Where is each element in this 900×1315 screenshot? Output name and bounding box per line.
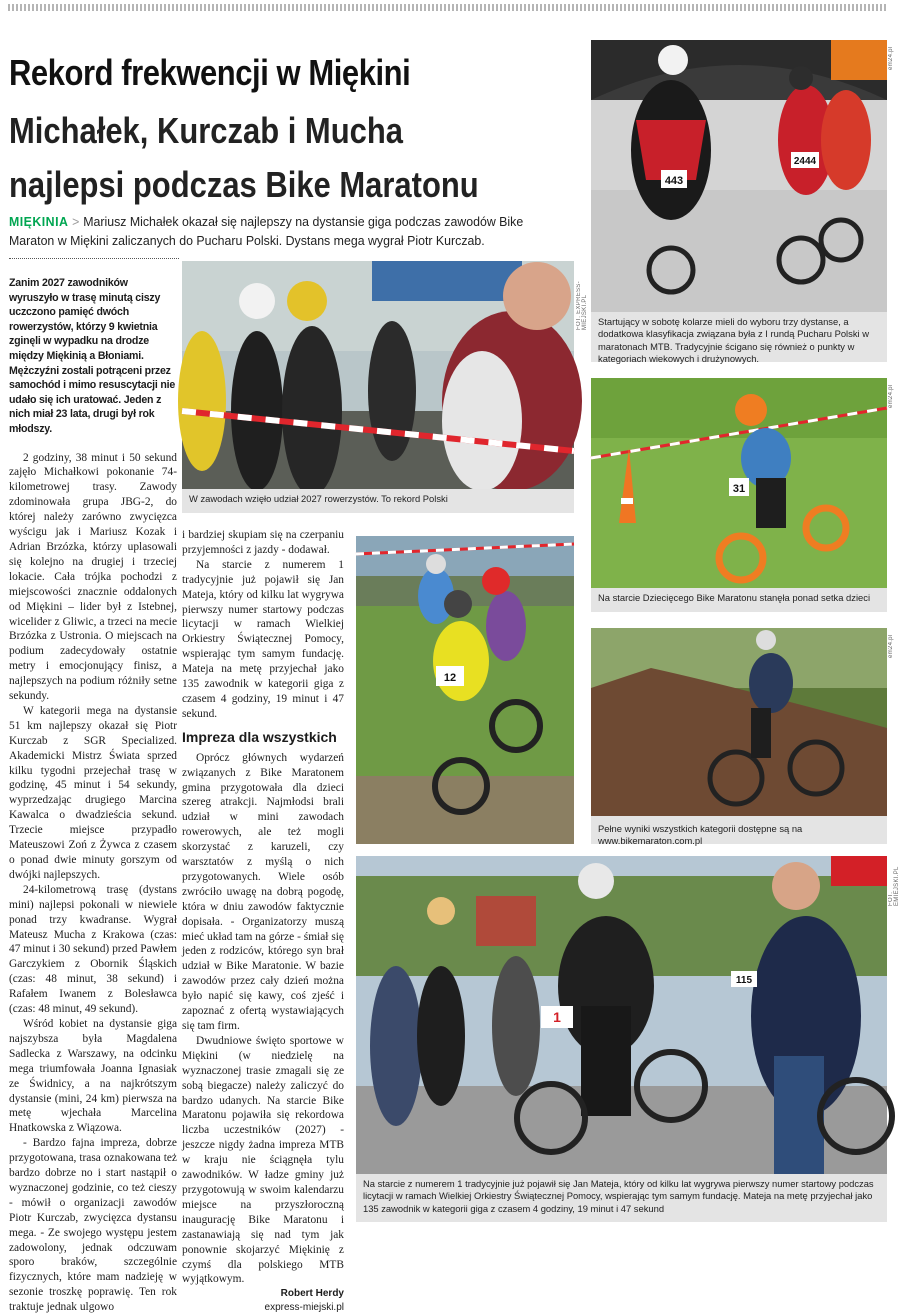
photo-caption: Startujący w sobotę kolarze mieli do wyboru trzy dystanse, a dodatkowa klasyfikacja związana była z I rundą Pucharu Polski w maratonach MTB. Tradycyjnie ścigano się również o punkty w kategoriach wiekowych i drużynowych. <box>591 312 887 362</box>
lead-text: Mariusz Michałek okazał się najlepszy na dystansie giga podczas zawodów Bike Maraton w Miękini zaliczanych do Pucharu Polski. Dystans mega wygrał Piotr Kurczab. <box>9 214 524 248</box>
body-paragraph: W kategorii mega na dystansie 51 km najlepszy okazał się Piotr Kurczab z SGR Specialized. Akademicki Mistrz Świata sprzed kilku tygodni przejechał trasę w godzinę, 45 minut i 54 sekundy, wyprzedzając drugiego Marcina Kawalca o dwadzieścia sekund. Trzecie miejsce przypadło Mateuszowi Zoń z Żywca z czasem o ponad dwie minuty gorszym od dwójki najlepszych. <box>9 704 177 881</box>
top-dotted-rule <box>8 4 888 11</box>
lead-divider <box>9 258 179 260</box>
body-paragraph: 2 godziny, 38 minut i 50 sekund zajęło Michałkowi pokonanie 74-kilometrowej trasy. Zawody zdominowała grupa JBG-2, do której należy zarówno zwycięzca wyścigu jak i Mariusz Kozak i Adrian Brzózka, którzy uplasowali się kolejno na drugiej i trzeciej lokacie. Cała trójka pochodzi z miejscowości znacznie oddalonych od Miękini – lider był z Istebnej, wicelider z Gliwic, a trzeci na mecie Brzózka z Ustronia. O miejscach na podium zadecydowały ostatnie metry i emocjonujący finisz, a najlepszych na podium różniły setne sekundy. <box>9 451 177 703</box>
bib-number: 31 <box>732 483 746 495</box>
photo-credit: em24.pl <box>888 634 894 658</box>
photo-kids-mtb <box>356 536 574 844</box>
photo-start-riders <box>591 40 887 312</box>
bib-number: 12 <box>443 672 457 684</box>
photo-kid-balance-bike <box>591 378 887 588</box>
body-paragraph: Na starcie z numerem 1 tradycyjnie już pojawił się Jan Mateja, który od kilku lat wygrywa pierwszy numer startowy podczas licytacji w ramach Wielkiej Orkiestry Świątecznej Pomocy, wspierając tym samym fundację. Mateja na metę przyjechał jako 135 zawodnik w kategorii giga z czasem 4 godziny, 19 minut i 47 sekund. <box>182 558 344 720</box>
photo-caption: Na starcie Dziecięcego Bike Maratonu stanęła ponad setka dzieci <box>591 588 887 612</box>
body-paragraph: 24-kilometrową trasę (dystans mini) najlepsi pokonali w niewiele ponad trzy kwadranse. Wygrał Mateusz Mucha z Krakowa (czas: 47 minut i 30 sekund) przed Pawłem Garczykiem z Obornik Śląskich (czas: 48 minut, 38 sekund) i Rafałem Iwanem z Bolesławca (czas: 48 minut, 49 sekund). <box>9 883 177 1016</box>
body-paragraph: Dwudniowe święto sportowe w Miękini (w niedzielę na wyznaczonej trasie zmagali się ze sobą biegacze) należy zaliczyć do bardzo udanych. Na starcie Bike Maratonu pojawiła się rekordowa liczba uczestników (2027) - jeszcze nigdy żadna impreza MTB w kraju nie ściągnęła tylu zawodników. W ładze gminy już przygotowują w swoim kalendarzu miejsce na przyszłoroczną inaugurację Bike Maratonu i zastanawiają się nad tym jak ponownie skojarzyć Miękinię z czymś dla polskiego MTB wyjątkowym. <box>182 1034 344 1286</box>
photo-caption: Pełne wyniki wszystkich kategorii dostępne są na www.bikemaraton.com.pl <box>591 816 887 844</box>
byline <box>182 1287 344 1315</box>
bib-number: 2444 <box>793 156 817 167</box>
source-name: express-miejski.pl <box>264 1302 344 1314</box>
author-name: Robert Herdy <box>280 1288 344 1300</box>
column-1 <box>9 276 177 1315</box>
photo-credit: FOT. EXPRESS-MIEJSKI.PL <box>576 281 588 330</box>
photo-boy-trail <box>591 628 887 816</box>
section-heading: Impreza dla wszystkich <box>182 728 337 745</box>
body-paragraph: - Bardzo fajna impreza, dobrze przygotowana, trasa oznakowana też bardzo dobrze no i start nastąpił o wyznaczonej godzinie, co też cieszy - mówił o organizacji zawodów Piotr Kurczab, zwycięzca dystansu mega. - Ze swojego występu jestem zadowolony, jednak odczuwam sporo braków, szczególnie fizycznych, które mam nadzieję w sezonie troszkę poprawię. Ten rok traktuje jednak ulgowo <box>9 1137 177 1314</box>
location-tag: MIĘKINIA <box>9 214 69 229</box>
bib-number: 115 <box>735 975 753 986</box>
body-paragraph: i bardziej skupiam się na czerpaniu przyjemności z jazdy - dodawał. <box>182 529 344 556</box>
bib-number: 443 <box>664 175 684 187</box>
photo-caption: Na starcie z numerem 1 tradycyjnie już pojawił się Jan Mateja, który od kilku lat wygrywa pierwszy numer startowy podczas licytacji w ramach Wielkiej Orkiestry Świątecznej Pomocy, wspierając tym samym fundację. Mateja na metę przyjechał jako 135 zawodnik w kategorii giga z czasem 4 godziny, 19 minut i 47 sekund <box>356 1174 887 1222</box>
photo-credit: em24.pl <box>888 384 894 408</box>
headline: Rekord frekwencji w Miękini <box>9 52 411 93</box>
photo-jan-mateja <box>356 856 887 1174</box>
chevron-right-icon: > <box>72 214 80 229</box>
lead-paragraph <box>9 212 541 250</box>
body-paragraph: Wśród kobiet na dystansie giga najszybsza była Magdalena Sadlecka z Warszawy, na odcinku mega triumfowała Joanna Ignasiak ze Świdnicy, a na najkrótszym dystansie (mini, 24 km) pierwsza na metę wjechała Marcelina Hnatkowska z Wiązowa. <box>9 1017 177 1135</box>
photo-caption: W zawodach wzięło udział 2027 rowerzystów. To rekord Polski <box>182 489 574 513</box>
bib-number: 1 <box>553 1009 561 1025</box>
intro-paragraph: Zanim 2027 zawodników wyruszyło w trasę minutą ciszy uczczono pamięć dwóch rowerzystów, którzy 9 kwietnia zginęli w wypadku na drodze między Miękinią a Błoniami. Mężczyźni zostali potrąceni przez samochód i mimo resuscytacji nie udało się ich uratować. Jeden z nich miał 23 lata, drugi był rok młodszy. <box>9 277 176 435</box>
photo-peloton <box>182 261 574 489</box>
column-2 <box>182 528 344 1315</box>
subheadline: Michałek, Kurczab i Mucha najlepsi podczas Bike Maratonu <box>9 110 479 205</box>
photo-credit: FOT. EMIEJSKI.PL <box>888 866 900 906</box>
photo-credit: em24.pl <box>888 46 894 70</box>
body-paragraph: Oprócz głównych wydarzeń związanych z Bike Maratonem gmina przygotowała dla dzieci szereg atrakcji. Najmłodsi brali udział w mini zawodach rowerowych, ale też mogli skorzystać z karuzeli, czy warsztatów z myślą o nich przygotowanych. Wiele osób zwróciło uwagę na dobrą pogodę, która w dniu zawodów faktycznie dopisała. - Organizatorzy muszą mieć układ tam na górze - śmiał się jeden z rodziców, którego syn brał udział w Bike Maratonie. W bazie zawodów przez cały dzień można było napić się kawy, coś zjeść i zapoznać z ofertą wystawiających się tam firm. <box>182 751 344 1032</box>
